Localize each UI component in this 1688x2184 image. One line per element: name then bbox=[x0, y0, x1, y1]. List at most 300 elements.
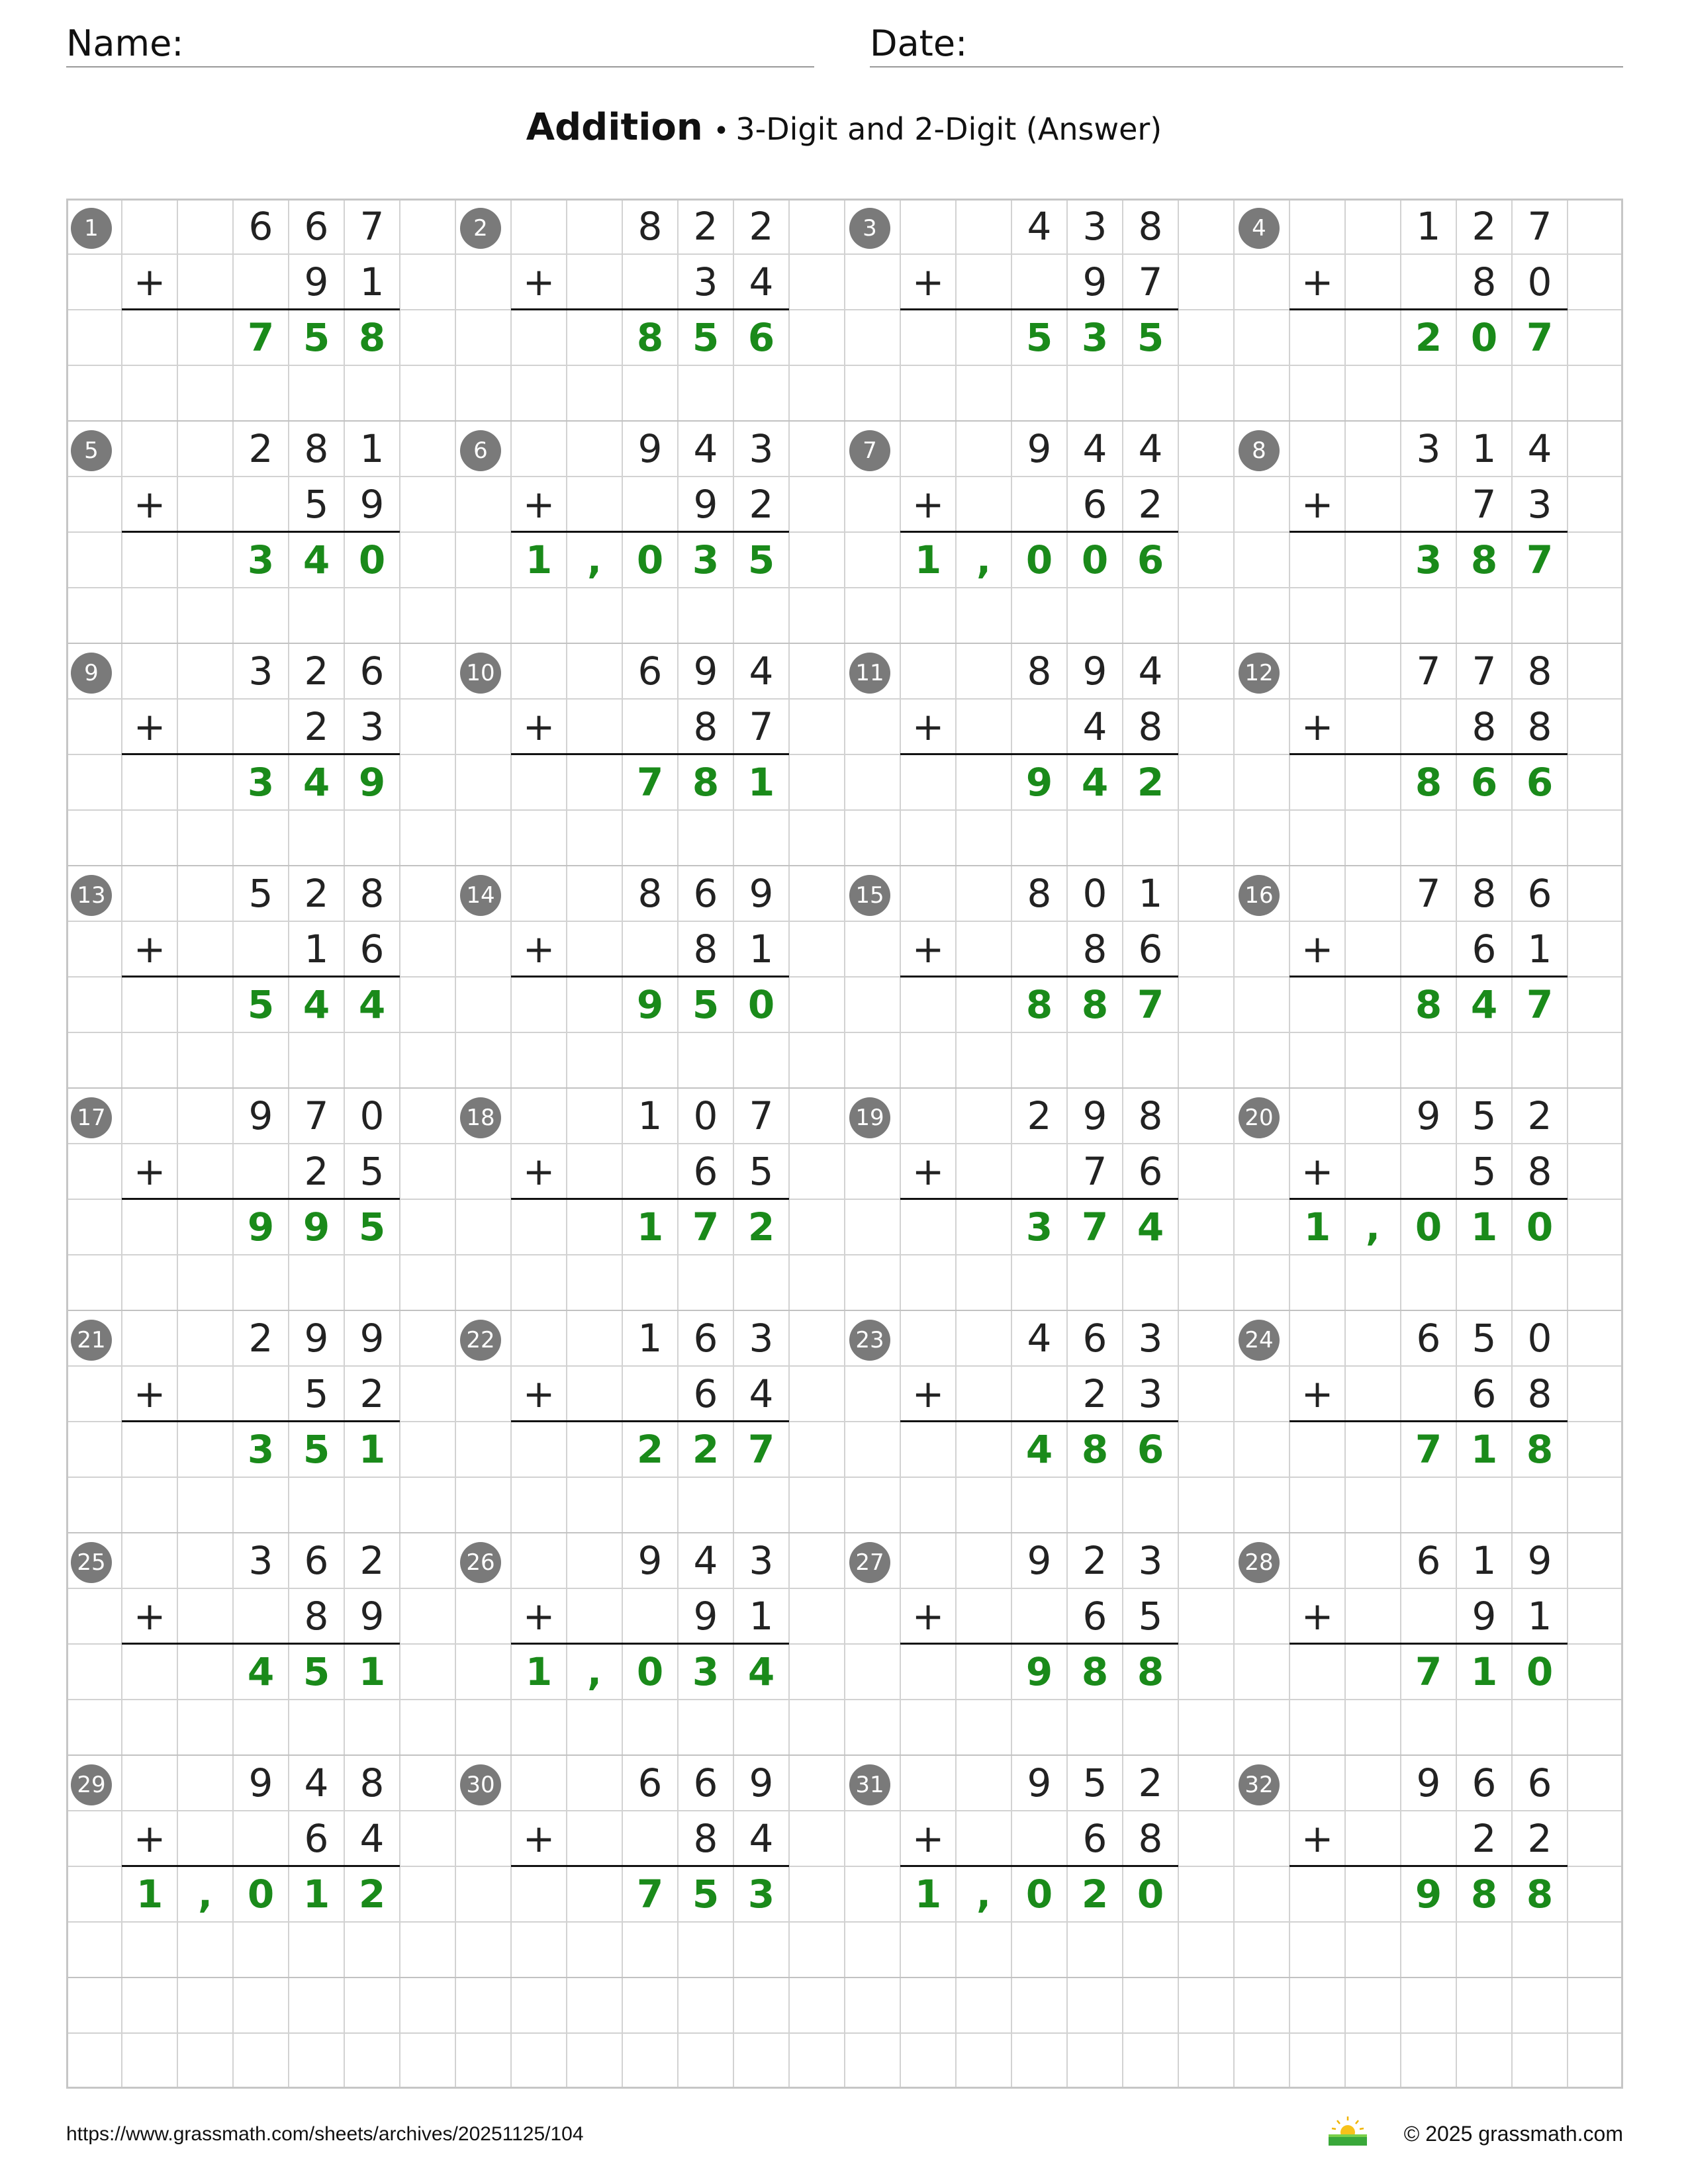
addend-bottom-digit: 1 bbox=[749, 927, 774, 972]
answer-digit: 1 bbox=[914, 1872, 942, 1917]
plus-operator: + bbox=[912, 1594, 945, 1639]
addend-top-digit: 5 bbox=[1472, 1093, 1497, 1138]
answer-digit: 9 bbox=[1025, 760, 1053, 805]
addend-top-digit: 6 bbox=[1527, 871, 1552, 916]
addend-top-digit: 6 bbox=[248, 204, 273, 249]
addend-bottom-digit: 8 bbox=[1082, 927, 1107, 972]
answer-digit: 6 bbox=[1137, 537, 1164, 582]
answer-digit: 7 bbox=[636, 1872, 664, 1917]
problem-number-badge: 22 bbox=[460, 1320, 501, 1361]
answer-digit: 0 bbox=[1025, 537, 1053, 582]
answer-digit: 4 bbox=[303, 760, 330, 805]
addend-bottom-digit: 8 bbox=[1472, 704, 1497, 749]
answer-digit: 0 bbox=[1415, 1205, 1442, 1250]
addend-top-digit: 5 bbox=[1472, 1316, 1497, 1361]
addend-bottom-digit: 6 bbox=[1082, 1816, 1107, 1861]
addend-top-digit: 9 bbox=[637, 426, 663, 471]
addend-top-digit: 3 bbox=[749, 1316, 774, 1361]
addend-bottom-digit: 1 bbox=[749, 1594, 774, 1639]
answer-digit: 2 bbox=[636, 1427, 664, 1472]
answer-digit: 1 bbox=[636, 1205, 664, 1250]
problem-number-badge: 14 bbox=[460, 875, 501, 916]
answer-digit: 0 bbox=[1526, 1205, 1554, 1250]
answer-digit: 8 bbox=[1081, 1427, 1109, 1472]
answer-digit: 8 bbox=[1526, 1872, 1554, 1917]
problem-7 bbox=[845, 421, 1234, 657]
plus-operator: + bbox=[1301, 1371, 1334, 1416]
addend-top-digit: 9 bbox=[248, 1760, 273, 1805]
problem-10 bbox=[455, 643, 845, 880]
problem-number-badge: 18 bbox=[460, 1097, 501, 1138]
answer-digit: 7 bbox=[1415, 1427, 1442, 1472]
addend-bottom-digit: 2 bbox=[304, 704, 329, 749]
answer-digit: 3 bbox=[692, 537, 720, 582]
problem-number-badge: 11 bbox=[849, 653, 890, 694]
answer-digit: 0 bbox=[747, 982, 775, 1027]
answer-digit: 5 bbox=[247, 982, 275, 1027]
answer-digit: 9 bbox=[303, 1205, 330, 1250]
addend-bottom-digit: 6 bbox=[693, 1149, 718, 1194]
addend-bottom-digit: 8 bbox=[693, 1816, 718, 1861]
addend-top-digit: 2 bbox=[1472, 204, 1497, 249]
answer-digit: 0 bbox=[1137, 1872, 1164, 1917]
answer-digit: 0 bbox=[636, 537, 664, 582]
plus-operator: + bbox=[133, 1594, 166, 1639]
plus-operator: + bbox=[1301, 1149, 1334, 1194]
problem-number-badge: 5 bbox=[71, 430, 112, 471]
answer-digit: 1 bbox=[358, 1649, 386, 1694]
addend-bottom-digit: 2 bbox=[1472, 1816, 1497, 1861]
answer-digit: 3 bbox=[1415, 537, 1442, 582]
answer-digit: 5 bbox=[692, 982, 720, 1027]
addend-top-digit: 9 bbox=[749, 1760, 774, 1805]
answer-digit: 8 bbox=[1137, 1649, 1164, 1694]
addend-top-digit: 9 bbox=[1527, 1538, 1552, 1583]
addend-top-digit: 8 bbox=[304, 426, 329, 471]
problem-15 bbox=[845, 866, 1234, 1102]
answer-digit: 4 bbox=[1025, 1427, 1053, 1472]
addend-top-digit: 7 bbox=[359, 204, 385, 249]
plus-operator: + bbox=[133, 704, 166, 749]
addend-bottom-digit: 3 bbox=[359, 704, 385, 749]
addend-top-digit: 2 bbox=[248, 1316, 273, 1361]
problem-number-badge: 4 bbox=[1239, 208, 1280, 249]
addend-top-digit: 2 bbox=[1138, 1760, 1163, 1805]
plus-operator: + bbox=[912, 927, 945, 972]
problem-21 bbox=[66, 1310, 455, 1547]
problem-24 bbox=[1234, 1310, 1623, 1547]
addend-top-digit: 1 bbox=[1138, 871, 1163, 916]
addend-top-digit: 7 bbox=[1472, 649, 1497, 694]
addend-top-digit: 2 bbox=[1027, 1093, 1052, 1138]
problem-13 bbox=[66, 866, 455, 1102]
addend-top-digit: 4 bbox=[1527, 426, 1552, 471]
addend-top-digit: 3 bbox=[749, 426, 774, 471]
addend-top-digit: 0 bbox=[693, 1093, 718, 1138]
addend-top-digit: 3 bbox=[1416, 426, 1441, 471]
answer-digit: 8 bbox=[692, 760, 720, 805]
problem-number-badge: 32 bbox=[1239, 1764, 1280, 1805]
problem-number-badge: 25 bbox=[71, 1542, 112, 1583]
worksheet-title bbox=[0, 106, 1688, 149]
addend-top-digit: 6 bbox=[693, 1760, 718, 1805]
answer-digit: , bbox=[976, 1872, 992, 1917]
addend-top-digit: 1 bbox=[1472, 1538, 1497, 1583]
problem-4 bbox=[1234, 199, 1623, 435]
plus-operator: + bbox=[912, 1371, 945, 1416]
addend-bottom-digit: 4 bbox=[749, 259, 774, 304]
addend-bottom-digit: 6 bbox=[1082, 482, 1107, 527]
addend-top-digit: 6 bbox=[1082, 1316, 1107, 1361]
addend-bottom-digit: 5 bbox=[304, 1371, 329, 1416]
answer-digit: 4 bbox=[247, 1649, 275, 1694]
addend-top-digit: 6 bbox=[304, 1538, 329, 1583]
problem-25 bbox=[66, 1533, 455, 1769]
answer-digit: 0 bbox=[1081, 537, 1109, 582]
answer-digit: 0 bbox=[358, 537, 386, 582]
answer-digit: , bbox=[197, 1872, 213, 1917]
addend-bottom-digit: 8 bbox=[304, 1594, 329, 1639]
plus-operator: + bbox=[522, 482, 555, 527]
addend-bottom-digit: 6 bbox=[1472, 1371, 1497, 1416]
problem-29 bbox=[66, 1755, 455, 1991]
answer-digit: 6 bbox=[1470, 760, 1498, 805]
problem-number-badge: 13 bbox=[71, 875, 112, 916]
answer-digit: 9 bbox=[1415, 1872, 1442, 1917]
answer-digit: 7 bbox=[247, 315, 275, 360]
addend-bottom-digit: 6 bbox=[1138, 1149, 1163, 1194]
answer-digit: 1 bbox=[525, 537, 553, 582]
addend-top-digit: 9 bbox=[1416, 1760, 1441, 1805]
addend-bottom-digit: 3 bbox=[693, 259, 718, 304]
addend-top-digit: 9 bbox=[1082, 1093, 1107, 1138]
answer-digit: 7 bbox=[1526, 315, 1554, 360]
addend-top-digit: 9 bbox=[248, 1093, 273, 1138]
answer-digit: 4 bbox=[1137, 1205, 1164, 1250]
addend-top-digit: 1 bbox=[1472, 426, 1497, 471]
plus-operator: + bbox=[1301, 259, 1334, 304]
addend-bottom-digit: 6 bbox=[693, 1371, 718, 1416]
problem-number-badge: 15 bbox=[849, 875, 890, 916]
answer-digit: 8 bbox=[1526, 1427, 1554, 1472]
plus-operator: + bbox=[522, 927, 555, 972]
answer-digit: 6 bbox=[747, 315, 775, 360]
addend-bottom-digit: 0 bbox=[1527, 259, 1552, 304]
addend-top-digit: 7 bbox=[1416, 871, 1441, 916]
problem-18 bbox=[455, 1088, 845, 1324]
answer-digit: 9 bbox=[636, 982, 664, 1027]
addend-bottom-digit: 6 bbox=[359, 927, 385, 972]
name-line[interactable] bbox=[66, 66, 814, 68]
plus-operator: + bbox=[522, 1371, 555, 1416]
addend-top-digit: 1 bbox=[637, 1316, 663, 1361]
problem-number-badge: 16 bbox=[1239, 875, 1280, 916]
addend-top-digit: 5 bbox=[1082, 1760, 1107, 1805]
problem-number-badge: 8 bbox=[1239, 430, 1280, 471]
addend-top-digit: 7 bbox=[304, 1093, 329, 1138]
date-label: Date: bbox=[870, 23, 968, 64]
answer-digit: 5 bbox=[303, 1427, 330, 1472]
answer-digit: 5 bbox=[303, 1649, 330, 1694]
addend-top-digit: 4 bbox=[1138, 426, 1163, 471]
problem-number-badge: 17 bbox=[71, 1097, 112, 1138]
addend-top-digit: 3 bbox=[248, 649, 273, 694]
addend-bottom-digit: 4 bbox=[1082, 704, 1107, 749]
answer-digit: 1 bbox=[914, 537, 942, 582]
addend-bottom-digit: 7 bbox=[1082, 1149, 1107, 1194]
answer-digit: 7 bbox=[1081, 1205, 1109, 1250]
problem-20 bbox=[1234, 1088, 1623, 1324]
problem-3 bbox=[845, 199, 1234, 435]
answer-digit: 1 bbox=[303, 1872, 330, 1917]
problem-12 bbox=[1234, 643, 1623, 880]
addend-top-digit: 6 bbox=[1416, 1316, 1441, 1361]
footer-url[interactable]: https://www.grassmath.com/sheets/archives/20251125/104 bbox=[66, 2123, 584, 2145]
answer-digit: 0 bbox=[1526, 1649, 1554, 1694]
answer-digit: 2 bbox=[747, 1205, 775, 1250]
addend-top-digit: 6 bbox=[304, 204, 329, 249]
addend-bottom-digit: 2 bbox=[1082, 1371, 1107, 1416]
addend-bottom-digit: 8 bbox=[1527, 1371, 1552, 1416]
addend-top-digit: 6 bbox=[1472, 1760, 1497, 1805]
answer-digit: , bbox=[586, 1649, 602, 1694]
answer-digit: 3 bbox=[247, 760, 275, 805]
addend-bottom-digit: 8 bbox=[1472, 259, 1497, 304]
answer-digit: 8 bbox=[1081, 982, 1109, 1027]
problem-number-badge: 31 bbox=[849, 1764, 890, 1805]
addend-bottom-digit: 1 bbox=[1527, 927, 1552, 972]
answer-digit: 0 bbox=[247, 1872, 275, 1917]
answer-digit: 5 bbox=[692, 1872, 720, 1917]
problem-2 bbox=[455, 199, 845, 435]
addend-bottom-digit: 9 bbox=[693, 1594, 718, 1639]
addend-top-digit: 7 bbox=[1416, 649, 1441, 694]
addend-bottom-digit: 9 bbox=[1082, 259, 1107, 304]
answer-digit: 8 bbox=[358, 315, 386, 360]
answer-digit: , bbox=[586, 537, 602, 582]
addend-top-digit: 9 bbox=[749, 871, 774, 916]
addend-top-digit: 8 bbox=[637, 204, 663, 249]
answer-digit: 5 bbox=[358, 1205, 386, 1250]
problem-31 bbox=[845, 1755, 1234, 1991]
answer-digit: 6 bbox=[1137, 1427, 1164, 1472]
problem-number-badge: 23 bbox=[849, 1320, 890, 1361]
addend-bottom-digit: 4 bbox=[359, 1816, 385, 1861]
plus-operator: + bbox=[1301, 482, 1334, 527]
plus-operator: + bbox=[133, 1816, 166, 1861]
addend-bottom-digit: 7 bbox=[1472, 482, 1497, 527]
title-separator: • bbox=[713, 116, 729, 146]
answer-digit: 8 bbox=[1025, 982, 1053, 1027]
addend-top-digit: 4 bbox=[693, 426, 718, 471]
problem-6 bbox=[455, 421, 845, 657]
addend-top-digit: 2 bbox=[304, 871, 329, 916]
answer-digit: 7 bbox=[1137, 982, 1164, 1027]
addend-bottom-digit: 6 bbox=[1138, 927, 1163, 972]
addend-bottom-digit: 2 bbox=[1138, 482, 1163, 527]
problem-number-badge: 19 bbox=[849, 1097, 890, 1138]
addend-top-digit: 2 bbox=[304, 649, 329, 694]
plus-operator: + bbox=[1301, 1594, 1334, 1639]
title-main: Addition bbox=[526, 106, 703, 149]
addend-top-digit: 4 bbox=[1082, 426, 1107, 471]
answer-digit: 1 bbox=[358, 1427, 386, 1472]
addend-bottom-digit: 6 bbox=[1472, 927, 1497, 972]
problem-8 bbox=[1234, 421, 1623, 657]
addend-top-digit: 2 bbox=[1527, 1093, 1552, 1138]
plus-operator: + bbox=[133, 482, 166, 527]
problem-16 bbox=[1234, 866, 1623, 1102]
problem-number-badge: 6 bbox=[460, 430, 501, 471]
addend-top-digit: 9 bbox=[1027, 1760, 1052, 1805]
answer-digit: 6 bbox=[1526, 760, 1554, 805]
addend-bottom-digit: 3 bbox=[1527, 482, 1552, 527]
problem-number-badge: 26 bbox=[460, 1542, 501, 1583]
answer-digit: 1 bbox=[747, 760, 775, 805]
addend-top-digit: 2 bbox=[693, 204, 718, 249]
addend-top-digit: 2 bbox=[359, 1538, 385, 1583]
problem-5 bbox=[66, 421, 455, 657]
plus-operator: + bbox=[133, 927, 166, 972]
answer-digit: 8 bbox=[1415, 982, 1442, 1027]
addend-bottom-digit: 2 bbox=[1527, 1816, 1552, 1861]
problem-32 bbox=[1234, 1755, 1623, 1991]
answer-digit: 5 bbox=[692, 315, 720, 360]
plus-operator: + bbox=[133, 1149, 166, 1194]
plus-operator: + bbox=[912, 1816, 945, 1861]
addend-top-digit: 6 bbox=[637, 649, 663, 694]
addend-top-digit: 9 bbox=[359, 1316, 385, 1361]
answer-digit: 2 bbox=[1415, 315, 1442, 360]
problem-17 bbox=[66, 1088, 455, 1324]
addend-bottom-digit: 9 bbox=[304, 259, 329, 304]
addend-top-digit: 8 bbox=[1027, 871, 1052, 916]
addend-top-digit: 3 bbox=[1082, 204, 1107, 249]
answer-digit: 4 bbox=[1470, 982, 1498, 1027]
addend-bottom-digit: 6 bbox=[1082, 1594, 1107, 1639]
addend-top-digit: 8 bbox=[1138, 1093, 1163, 1138]
problem-9 bbox=[66, 643, 455, 880]
problem-number-badge: 12 bbox=[1239, 653, 1280, 694]
problem-number-badge: 2 bbox=[460, 208, 501, 249]
addend-bottom-digit: 5 bbox=[749, 1149, 774, 1194]
addend-bottom-digit: 9 bbox=[693, 482, 718, 527]
addend-top-digit: 6 bbox=[637, 1760, 663, 1805]
addend-top-digit: 0 bbox=[1527, 1316, 1552, 1361]
problem-11 bbox=[845, 643, 1234, 880]
addend-bottom-digit: 5 bbox=[1472, 1149, 1497, 1194]
answer-digit: 3 bbox=[747, 1872, 775, 1917]
addend-top-digit: 8 bbox=[359, 871, 385, 916]
addend-top-digit: 3 bbox=[1138, 1538, 1163, 1583]
addend-top-digit: 6 bbox=[1527, 1760, 1552, 1805]
answer-digit: 3 bbox=[1025, 1205, 1053, 1250]
problem-number-badge: 27 bbox=[849, 1542, 890, 1583]
answer-digit: 7 bbox=[1526, 982, 1554, 1027]
addend-bottom-digit: 1 bbox=[304, 927, 329, 972]
answer-digit: 7 bbox=[747, 1427, 775, 1472]
title-subtitle: 3-Digit and 2-Digit (Answer) bbox=[735, 111, 1162, 147]
problem-grid bbox=[66, 199, 1623, 2089]
problem-30 bbox=[455, 1755, 845, 1991]
addend-bottom-digit: 8 bbox=[693, 704, 718, 749]
addend-top-digit: 7 bbox=[1527, 204, 1552, 249]
problem-19 bbox=[845, 1088, 1234, 1324]
addend-bottom-digit: 5 bbox=[359, 1149, 385, 1194]
answer-digit: 5 bbox=[303, 315, 330, 360]
addend-top-digit: 8 bbox=[1472, 871, 1497, 916]
answer-digit: 2 bbox=[692, 1427, 720, 1472]
addend-top-digit: 8 bbox=[1027, 649, 1052, 694]
answer-digit: 4 bbox=[303, 537, 330, 582]
answer-digit: , bbox=[1365, 1205, 1381, 1250]
addend-bottom-digit: 7 bbox=[1138, 259, 1163, 304]
addend-bottom-digit: 6 bbox=[304, 1816, 329, 1861]
plus-operator: + bbox=[133, 1371, 166, 1416]
addend-bottom-digit: 2 bbox=[749, 482, 774, 527]
answer-digit: 7 bbox=[1526, 537, 1554, 582]
addend-top-digit: 4 bbox=[1027, 204, 1052, 249]
answer-digit: 0 bbox=[636, 1649, 664, 1694]
addend-top-digit: 6 bbox=[693, 1316, 718, 1361]
plus-operator: + bbox=[1301, 927, 1334, 972]
answer-digit: 1 bbox=[1470, 1649, 1498, 1694]
plus-operator: + bbox=[912, 259, 945, 304]
problem-14 bbox=[455, 866, 845, 1102]
problem-22 bbox=[455, 1310, 845, 1547]
answer-digit: 1 bbox=[1470, 1205, 1498, 1250]
addend-bottom-digit: 8 bbox=[1138, 1816, 1163, 1861]
addend-bottom-digit: 8 bbox=[1138, 704, 1163, 749]
addend-top-digit: 0 bbox=[359, 1093, 385, 1138]
answer-digit: 4 bbox=[358, 982, 386, 1027]
plus-operator: + bbox=[522, 704, 555, 749]
date-line[interactable] bbox=[870, 66, 1623, 68]
addend-top-digit: 9 bbox=[304, 1316, 329, 1361]
answer-digit: 5 bbox=[1025, 315, 1053, 360]
answer-digit: 2 bbox=[1081, 1872, 1109, 1917]
plus-operator: + bbox=[1301, 1816, 1334, 1861]
answer-digit: 3 bbox=[247, 1427, 275, 1472]
answer-digit: 8 bbox=[636, 315, 664, 360]
grass-sun-logo-icon bbox=[1327, 2115, 1368, 2147]
addend-bottom-digit: 1 bbox=[359, 259, 385, 304]
answer-digit: 3 bbox=[1081, 315, 1109, 360]
addend-top-digit: 9 bbox=[1416, 1093, 1441, 1138]
addend-top-digit: 3 bbox=[749, 1538, 774, 1583]
addend-bottom-digit: 7 bbox=[749, 704, 774, 749]
addend-bottom-digit: 1 bbox=[1527, 1594, 1552, 1639]
addend-top-digit: 9 bbox=[1027, 426, 1052, 471]
addend-bottom-digit: 4 bbox=[749, 1816, 774, 1861]
plus-operator: + bbox=[522, 1816, 555, 1861]
problem-number-badge: 28 bbox=[1239, 1542, 1280, 1583]
answer-digit: 0 bbox=[1470, 315, 1498, 360]
answer-digit: 8 bbox=[1081, 1649, 1109, 1694]
addend-top-digit: 5 bbox=[248, 871, 273, 916]
answer-digit: 2 bbox=[358, 1872, 386, 1917]
problem-number-badge: 30 bbox=[460, 1764, 501, 1805]
answer-digit: , bbox=[976, 537, 992, 582]
addend-top-digit: 7 bbox=[749, 1093, 774, 1138]
answer-digit: 7 bbox=[1415, 1649, 1442, 1694]
answer-digit: 1 bbox=[525, 1649, 553, 1694]
addend-top-digit: 4 bbox=[1138, 649, 1163, 694]
problem-23 bbox=[845, 1310, 1234, 1547]
plus-operator: + bbox=[912, 704, 945, 749]
plus-operator: + bbox=[522, 1594, 555, 1639]
problem-number-badge: 9 bbox=[71, 653, 112, 694]
